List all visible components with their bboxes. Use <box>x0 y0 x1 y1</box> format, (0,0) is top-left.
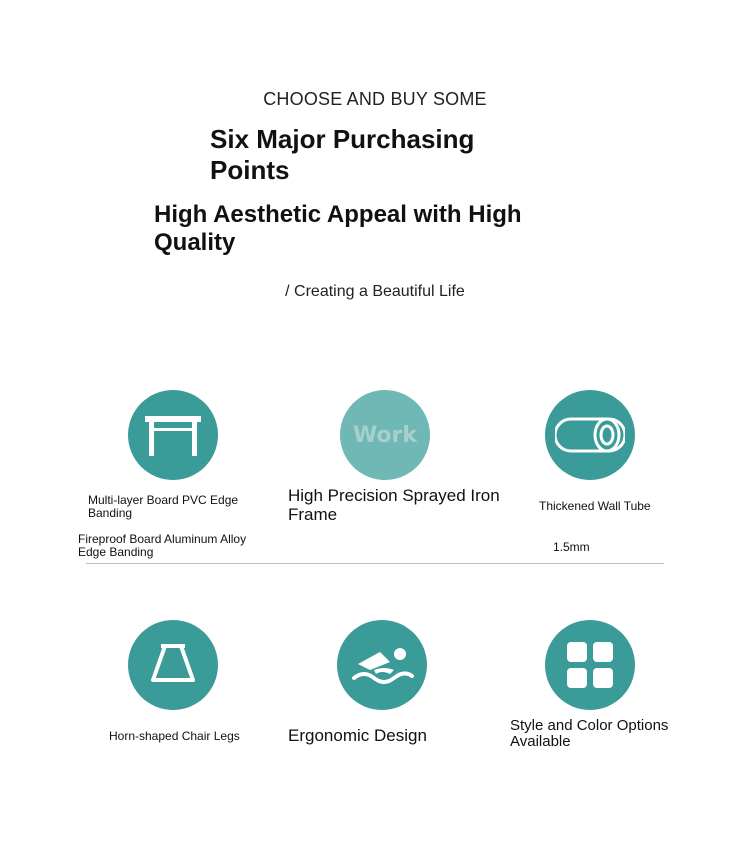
feature-label-iron-frame: High Precision Sprayed Iron Frame <box>288 486 500 524</box>
table-icon <box>143 410 203 460</box>
page-title: Six Major Purchasing Points <box>210 124 475 185</box>
feature-label-wall-tube: Thickened Wall Tube <box>539 499 651 513</box>
feature-detail-edge-banding: Fireproof Board Aluminum Alloy Edge Banding <box>78 532 247 559</box>
feature-icon-ergonomic <box>337 620 427 710</box>
feature-label-ergonomic: Ergonomic Design <box>288 726 427 745</box>
feature-label-edge-banding: Multi-layer Board PVC Edge Banding <box>88 493 239 520</box>
divider <box>86 563 664 564</box>
feature-icon-horn-legs <box>128 620 218 710</box>
feature-icon-tube <box>545 390 635 480</box>
feature-icon-work <box>340 390 430 480</box>
kicker-text: CHOOSE AND BUY SOME <box>263 89 487 109</box>
work-icon: Work <box>352 422 418 448</box>
horn-legs-icon <box>148 642 198 688</box>
subtitle: High Aesthetic Appeal with High Quality <box>154 201 522 256</box>
feature-label-horn-legs: Horn-shaped Chair Legs <box>109 729 240 743</box>
color-grid-icon <box>564 639 616 691</box>
swimmer-icon <box>350 640 414 690</box>
feature-detail-wall-tube: 1.5mm <box>553 540 590 554</box>
tagline: / Creating a Beautiful Life <box>285 283 465 300</box>
tube-icon <box>555 413 625 457</box>
feature-label-color-options: Style and Color Options Available <box>510 717 669 750</box>
feature-icon-color-options <box>545 620 635 710</box>
feature-icon-table <box>128 390 218 480</box>
